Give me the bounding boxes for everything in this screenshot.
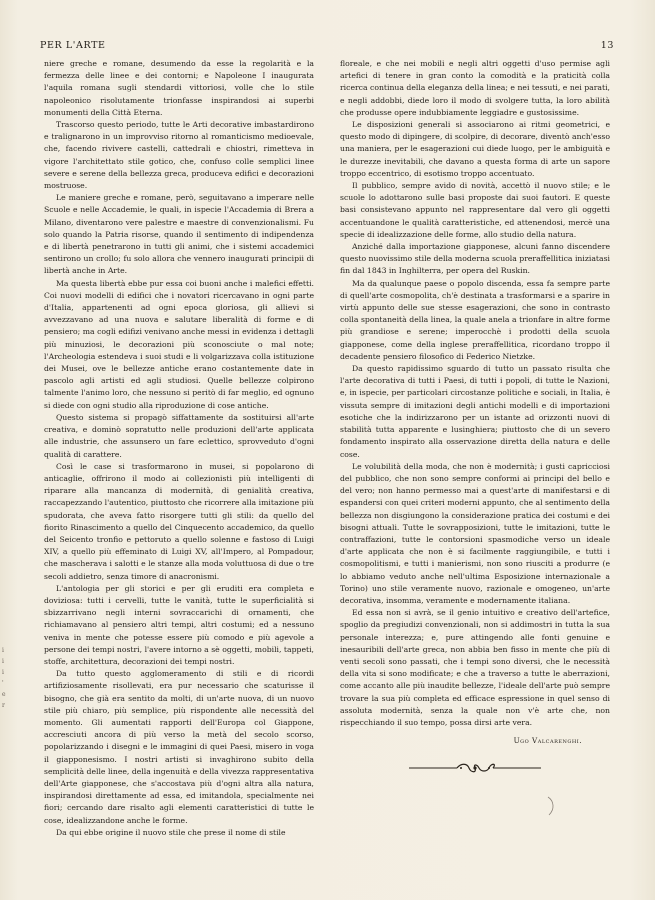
- margin-marks: [2, 645, 10, 711]
- running-head: [40, 40, 614, 51]
- right-column: [340, 58, 610, 775]
- paragraph: Da tutto questo agglomeramento di stili e di ricordi artifiziosamente risollevati, era pur necessario che scaturisse il bisogno, che già era sentito da molti, di un'arte nuova, di un nuovo stile più chiaro, più semplice, più rispondente alle necessità del momento. Gli aumentati rapporti dell'Europa col Giappone, accresciuti ancora di più verso la metà del secolo scorso, popolarizzando i disegni e le immagini di quei Paesi, misero in voga il giapponesismo. I nostri artisti si invaghirono subito della semplicità delle linee, della ingenuità e della vivezza rappresentativa dell'Arte giapponese, che s'accostava più d'ogni altra alla natura, inspirandosi direttamente ad essa, ed imitandola, specialmente nei fiori; cercando dare risalto agli elementi caratteristici di tutte le cose, idealizzandone anche le forme.: [44, 669, 314, 825]
- paragraph: Le maniere greche e romane, però, seguitavano a imperare nelle Scuole e nelle Accademie, le quali, in ispecie l'Accademia di Brera a Milano, diventarono vere palestre e maestre di convenzionalismi. Fu solo quando la Patria risorse, quando il sentimento di indipendenza e di libertà penetrarono in tutti gli animi, che i sistemi accademici sentirono un crollo; fu solo allora che vennero inaugurati principii di libertà anche in Arte.: [44, 193, 314, 276]
- ornament-divider-icon: [405, 761, 545, 775]
- pencil-mark-icon: [545, 795, 557, 817]
- margin-mark: i: [2, 669, 4, 676]
- paragraph: Le volubilità della moda, che non è modernità; i gusti capricciosi del pubblico, che non sono sempre conformi ai principi del bello e del vero; non hanno permesso mai a quest'arte di manifestarsi e di espandersi con quei criteri moderni appunto, che al sentimento della bellezza non disgiungono la considerazione pratica dei costumi e dei bisogni attuali. Tutte le sovrapposizioni, tutte le imitazioni, tutte le contraffazioni, tutte le contorsioni spasmodiche verso un ideale d'arte applicata che non è si facilmente raggiungibile, e tutti i cosmopolitismi, e tutti i manierismi, non sono riusciti a produrre (e lo abbiamo veduto anche nell'ultima Esposizione internazionale a Torino) uno stile veramente nuovo, razionale e omogeneo, un'arte decorativa, insomma, veramente e modernamente italiana.: [340, 461, 610, 605]
- paragraph: Questo sistema si propagò siffattamente da sostituirsi all'arte creativa, e dominò sopratutto nelle produzioni dell'arte applicata alle industrie, che assunsero un fare eclettico, sprovveduto d'ogni qualità di carattere.: [44, 412, 314, 459]
- paragraph: Ma questa libertà ebbe pur essa coi buoni anche i malefici effetti. Coi nuovi modelli di edifici che i novatori ricercavano in ogni parte d'Italia, appartenenti ad ogni epoca gloriosa, gli allievi si avvezzavano ad una nuova e salutare liberalità di forme e di pensiero; ma cogli edifizi venivano anche messi in evidenza i dettagli più minuziosi, le decorazioni più sconosciute o mal note; l'Archeologia estendeva i suoi studi e li volgarizzava colla istituzione dei Musei, ove le bellezze antiche erano costantemente date in pascolo agli artisti ed agli studiosi. Quelle bellezze colpirono talmente l'animo loro, che nessuno si peritò di far meglio, ed ognuno si diede con ogni studio alla riproduzione di cose antiche.: [44, 278, 314, 410]
- paragraph: Così le case si trasformarono in musei, si popolarono di anticaglie, offrirono il modo ai collezionisti più intelligenti di riparare alla mancanza di modernità, di genialità creativa, raccapezzando l'autentico, piuttosto che ricorrere alla imitazione più spudorata, che aveva fatto risorgere tutti gli stili: da quello del fiorito Rinascimento a quello del Cinquecento accademico, da quello del Seicento tronfio e pettoruto a quello solenne e fastoso di Luigi XIV, a quello più effeminato di Luigi XV, all'Impero, al Pompadour, che mascherava i salotti e le stanze alla moda voluttuosa di due o tre secoli addietro, senza timore di anacronismi.: [44, 461, 314, 581]
- margin-mark: ': [2, 680, 4, 687]
- paragraph: floreale, e che nei mobili e negli altri oggetti d'uso permise agli artefici di tenere in gran conto la comodità e la praticità colla ricerca continua della eleganza della linea; e nei tessuti, e nei parati, e negli addobbi, diede loro il modo di svolgere tutta, la loro abilità che produsse opere indubbiamente leggiadre e gustosissime.: [340, 59, 610, 117]
- left-column: [44, 58, 314, 839]
- running-title: PER L'ARTE: [40, 40, 106, 51]
- paragraph: L'antologia per gli storici e per gli eruditi era completa e doviziosa: tutti i cervelli, tutte le vanità, tutte le superficialità si sbizzarrivano negli interni sovraccarichi di ornamenti, che richiamavano al pensiero altri tempi, altri costumi; ed a nessuno veniva in mente che potesse essere più comodo e più agevole a persone dei tempi nostri, l'avere intorno a sè oggetti, mobili, tappeti, stoffe, architettura, decorazioni dei tempi nostri.: [44, 583, 314, 666]
- paragraph: niere greche e romane, desumendo da esse la regolarità e la fermezza delle linee e dei contorni; e Napoleone I inaugurata l'aquila romana sugli stendardi vittoriosi, volle che lo stile napoleonico risolutamente trionfasse inspirandosi ai superbi monumenti della Città Eterna.: [44, 59, 314, 117]
- paragraph: Il pubblico, sempre avido di novità, accettò il nuovo stile; e le scuole lo adottarono sulle basi proposte dai suoi fautori. E queste basi consistevano appunto nel rappresentare dal vero gli oggetti accentuandone le qualità caratteristiche, ed attenendosi, mercè una specie di idealizzazione delle forme, allo studio della natura.: [340, 181, 610, 239]
- margin-mark: i: [2, 658, 4, 665]
- paragraph: Anziché dalla importazione giapponese, alcuni fanno discendere questo nuovissimo stile della moderna scuola preraffellitica iniziatasi fin dal 1843 in Inghilterra, per opera del Ruskin.: [340, 242, 610, 276]
- paragraph: Da questo rapidissimo sguardo di tutto un passato risulta che l'arte decorativa di tutti i Paesi, di tutti i popoli, di tutte le Nazioni, e, in ispecie, per particolari circostanze politiche e sociali, in Italia, è vissuta sempre di imitazioni degli antichi modelli e di importazioni esotiche che la indirizzarono per un istante ad orizzonti nuovi di stabilità tutta apparente e lusinghiera; piuttosto che di un severo fondamento inspirato alla osservazione diretta della natura e delle cose.: [340, 364, 610, 459]
- margin-mark: r: [2, 702, 5, 709]
- margin-mark: e: [2, 691, 6, 698]
- paragraph: Da qui ebbe origine il nuovo stile che prese il nome di stile: [56, 827, 286, 837]
- paragraph: Trascorso questo periodo, tutte le Arti decorative imbastardirono e tralignarono in un improvviso ritorno al romanticismo medioevale, che, facendo rivivere castelli, cattedrali e chiostri, rimetteva in vigore l'architettato stile gotico, che, confuso colle semplici linee severe e serene della bellezza greca, produceva edifici e decorazioni mostruose.: [44, 120, 314, 191]
- paragraph: Le disposizioni generali si associarono ai ritmi geometrici, e questo modo di dipingere, di scolpire, di decorare, diventò anch'esso una maniera, per le esagerazioni cui diede luogo, per le ambiguità e le durezze inevitabili, che davano a questa forma di arte un sapore troppo eccentrico, di esotismo troppo accentuato.: [340, 120, 610, 178]
- paragraph: Ma da qualunque paese o popolo discenda, essa fa sempre parte di quell'arte cosmopolita, ch'è destinata a trasformarsi e a sparire in virtù appunto delle sue stesse esagerazioni, che sono in contrasto colla spontaneità della linea, la quale anela a trionfare in altre forme più grandiose e serene; imperocchè i prodotti della scuola giapponese, come della inglese preraffellitica, ricordano troppo il decadente pensiero filosofico di Federico Nietzke.: [340, 278, 610, 361]
- author-signature: Ugo Valcarenghi.: [513, 736, 582, 746]
- page-number: 13: [600, 40, 614, 51]
- paragraph: Ed essa non si avrà, se il genio intuitivo e creativo dell'artefice, spoglio da pregiudizi convenzionali, non si addimostri in tutta la sua personale interezza; e, pure attingendo alle fonti genuine e inesauribili dell'arte greca, non abbia ben fisso in mente che più di venti secoli sono passati, che i tempi sono diversi, che le necessità della vita si sono modificate; e che a traverso a tutte le aberrazioni, come accanto alle più inaudite bellezze, l'ideale dell'arte può sempre trovare la sua più completa ed efficace espressione in quel senso di assoluta modernità, senza la quale non v'è arte che, non rispecchiando il suo tempo, possa dirsi arte vera.: [340, 608, 610, 727]
- margin-mark: i: [2, 647, 4, 654]
